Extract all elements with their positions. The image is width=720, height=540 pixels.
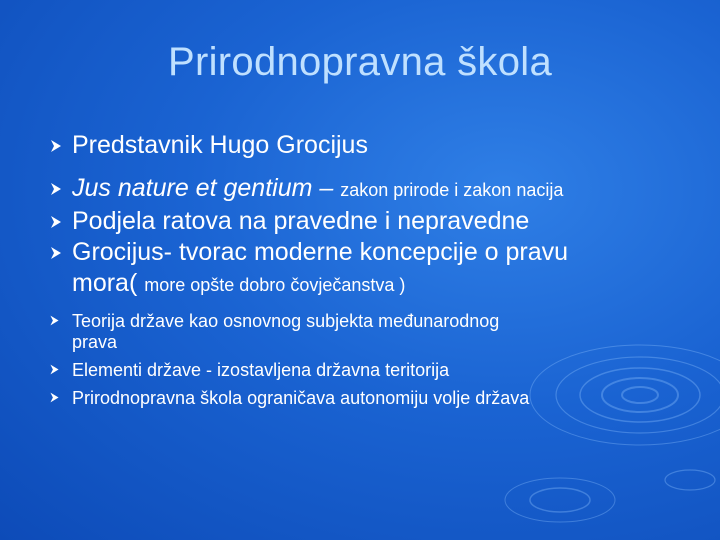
bullet-text-line1: Grocijus- tvorac moderne koncepcije o pravu (72, 238, 569, 266)
bullet-item (48, 388, 698, 409)
bullet-text: Podjela ratova na pravedne i nepravedne (72, 207, 530, 235)
bullet-item (48, 206, 698, 237)
bullet-item (48, 237, 698, 301)
arrow-bullet-icon (48, 314, 61, 327)
bullet-text-line2b: more opšte dobro čovječanstva ) (144, 275, 406, 295)
bullet-text: Teorija države kao osnovnog subjekta međunarodnog prava (72, 311, 500, 352)
bullet-text-italic: Jus nature et gentium – (72, 174, 341, 202)
bullet-text: zakon prirode i zakon nacija (340, 180, 564, 200)
arrow-bullet-icon (48, 181, 64, 197)
bullet-text: Predstavnik Hugo Grocijus (72, 131, 368, 159)
arrow-bullet-icon (48, 245, 64, 261)
arrow-bullet-icon (48, 138, 64, 154)
bullet-item (48, 173, 698, 206)
bullet-list (48, 130, 698, 409)
bullet-item (48, 311, 698, 353)
bullet-text: Prirodnopravna škola ograničava autonomiju volje država (72, 388, 530, 408)
arrow-bullet-icon (48, 214, 64, 230)
slide-title: Prirodnopravna škola (168, 40, 552, 84)
bullet-text-line2a: mora( (72, 269, 145, 297)
bullet-item (48, 360, 698, 381)
bullet-item (48, 130, 698, 161)
arrow-bullet-icon (48, 363, 61, 376)
arrow-bullet-icon (48, 391, 61, 404)
bullet-text: Elementi države - izostavljena državna teritorija (72, 360, 450, 380)
